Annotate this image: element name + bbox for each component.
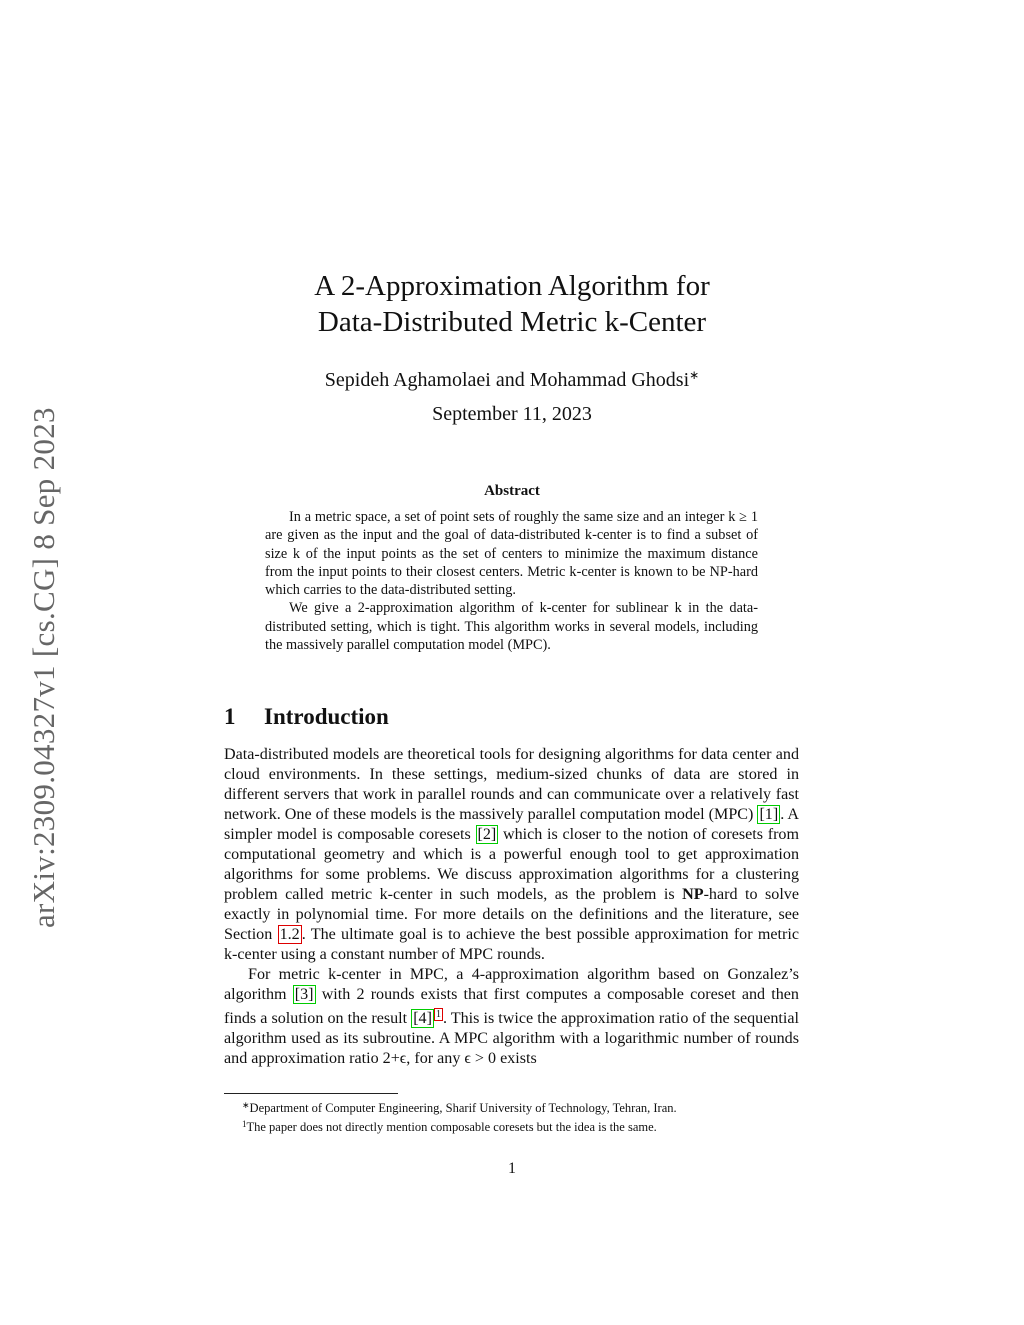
footnote-text: Department of Computer Engineering, Sharif University of Technology, Tehran, Iran.: [249, 1101, 677, 1115]
arxiv-identifier-text: arXiv:2309.04327v1 [cs.CG] 8 Sep 2023: [26, 407, 61, 928]
text-run: For metric k-center in MPC, a 4-approximation algorithm based on Gonzalez’s algorithm: [224, 966, 799, 1003]
citation-link[interactable]: [2]: [477, 826, 497, 843]
footnotes: [242, 1097, 802, 1135]
text-run: with 2 rounds exists that first computes a composable coreset and then finds a solution on the result: [224, 986, 799, 1027]
title-line-2: Data-Distributed Metric k-Center: [317, 306, 707, 338]
page-number: 1: [508, 1160, 516, 1177]
abstract-body: [265, 508, 758, 654]
section-title: Introduction: [264, 704, 389, 729]
np-term: NP: [682, 886, 704, 903]
text-run: which is closer to the notion of coresets from computational geometry and which is a powerful enough tool to get approximation algorithms for some problems. We discuss approximation algorithms for a clustering problem called metric k-center in such models, as the problem is: [224, 826, 799, 903]
section-heading: [224, 702, 800, 732]
section-number: 1: [224, 704, 236, 729]
text-run: . A simpler model is composable coresets: [224, 806, 800, 843]
paper-title: [224, 268, 800, 340]
footnote-mark: 1: [242, 1119, 247, 1129]
footnote-item: [242, 1097, 802, 1116]
text-run: . This is twice the approximation ratio of the sequential algorithm used as its subroutine. A MPC algorithm with a logarithmic number of rounds and approximation ratio 2+ϵ, for any ϵ > 0 exists: [224, 1010, 799, 1067]
text-run: -hard to solve exactly in polynomial time. For more details on the definitions and the literature, see Section: [224, 886, 799, 943]
text-run: Data-distributed models are theoretical tools for designing algorithms for data center and cloud environments. In these settings, medium-sized chunks of data are stored in different servers that work in parallel rounds and can communicate over a relatively fast network. One of these models is the massively parallel computation model (MPC): [224, 746, 799, 823]
author-names: Sepideh Aghamolaei and Mohammad Ghodsi: [324, 369, 690, 391]
body-paragraph: [224, 745, 799, 965]
section-reference-link[interactable]: 1.2: [279, 926, 300, 943]
footnote-text: The paper does not directly mention composable coresets but the idea is the same.: [246, 1120, 657, 1134]
paper-date: September 11, 2023: [432, 403, 592, 425]
citation-link[interactable]: [3]: [294, 986, 314, 1003]
abstract-heading: Abstract: [484, 483, 540, 499]
author-affiliation-mark: ∗: [689, 368, 700, 382]
author-list: [224, 362, 800, 393]
citation-link[interactable]: [1]: [759, 806, 779, 823]
title-line-1: A 2-Approximation Algorithm for: [314, 270, 710, 302]
footnote-item: [242, 1116, 802, 1135]
introduction-body: [224, 745, 799, 1069]
body-paragraph: [224, 965, 799, 1069]
footnote-mark: ∗: [242, 1100, 250, 1110]
abstract-paragraph: In a metric space, a set of point sets of roughly the same size and an integer k ≥ 1 are given as the input and the goal of data-distributed k-center is to find a subset of size k of the input points as the set of centers to minimize the maximum distance from the input points to their closest centers. Metric k-center is known to be NP-hard which carries to the data-distributed setting.: [265, 509, 758, 599]
text-run: . The ultimate goal is to achieve the best possible approximation for metric k-center using a constant number of MPC rounds.: [224, 926, 799, 963]
footnote-divider: [224, 1093, 398, 1094]
footnote-link[interactable]: 1: [435, 1009, 441, 1020]
abstract-paragraph: We give a 2-approximation algorithm of k-center for sublinear k in the data-distributed setting, which is tight. This algorithm works in several models, including the massively parallel computation model (MPC).: [265, 600, 758, 654]
arxiv-identifier-stamp: [24, 362, 64, 928]
citation-link[interactable]: [4]: [413, 1010, 432, 1027]
